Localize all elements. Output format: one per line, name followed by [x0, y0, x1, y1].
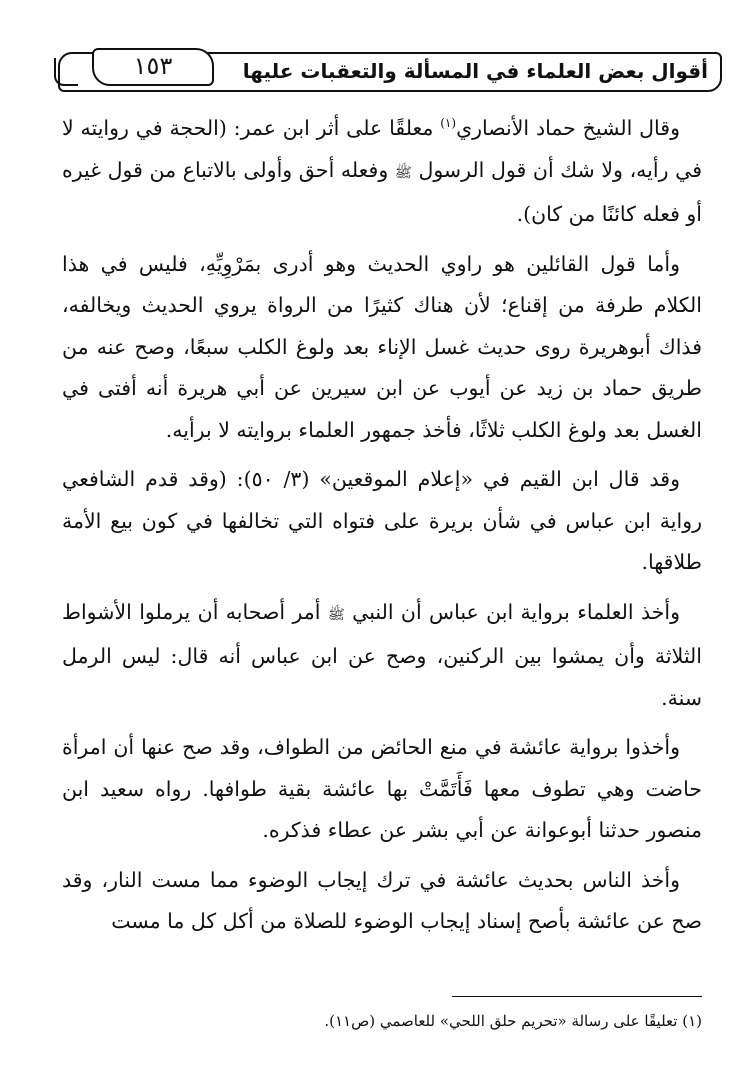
header-title: أقوال بعض العلماء في المسألة والتعقبات عليها — [242, 59, 708, 83]
paragraph-1 — [62, 108, 702, 236]
header-ornament — [54, 58, 78, 86]
paragraph-5: وأخذوا برواية عائشة في منع الحائض من الطواف، وقد صح عنها أن امرأة حاضت وهي تطوف معها فَأَتَمَّتْ بها عائشة بقية طوافها. رواه سعيد ابن منصور حدثنا أبوعوانة عن أبي بشر عن عطاء فذكره. — [62, 735, 702, 842]
page-number-frame — [92, 48, 214, 86]
paragraph-2: وأما قول القائلين هو راوي الحديث وهو أدرى بمَرْوِيِّهِ، فليس في هذا الكلام طرفة من إقناع؛ لأن هناك كثيرًا من الرواة يروي الحديث ويخالفه، فذاك أبوهريرة روى حديث غسل الإناء بعد ولوغ الكلب سبعًا، وصح عنه من طريق حماد بن زيد عن أيوب عن ابن سيرين عن أبي هريرة أنه أفتى في الغسل بعد ولوغ الكلب ثلاثًا، فأخذ جمهور العلماء بروايته لا برأيه. — [62, 251, 702, 442]
page-number: ١٥٣ — [133, 52, 173, 80]
page-header — [58, 52, 722, 92]
salla-symbol: ﷺ — [327, 606, 345, 623]
paragraph-4-text-a: وأخذ العلماء برواية ابن عباس أن النبي — [344, 599, 680, 624]
paragraph-4-text-b: أمر أصحابه أن يرملوا الأشواط الثلاثة وأن يمشوا بين الركنين، وصح عن ابن عباس أنه قال: ليس الرمل سنة. — [62, 599, 702, 710]
paragraph-3: وقد قال ابن القيم في «إعلام الموقعين» (٣/ ٥٠): (وقد قدم الشافعي رواية ابن عباس في شأن بريرة على فتواه التي تخالفها في كون بيع الأمة طلاقها. — [62, 467, 702, 574]
paragraph-1-text-c: وفعله أحق وأولى بالاتباع من قول غيره أو فعله كائنًا من كان). — [62, 157, 702, 226]
footnote-divider — [452, 996, 702, 997]
salla-symbol: ﷺ — [394, 164, 412, 181]
paragraph-1-text-a: وقال الشيخ حماد الأنصاري — [456, 116, 681, 140]
footnote-reference: (١) — [440, 116, 457, 131]
footnote: (١) تعليقًا على رسالة «تحريم حلق اللحي» للعاصمي (ص١١). — [324, 1012, 702, 1030]
paragraph-1-text-b: معلقًا على أثر ابن عمر: (الحجة في روايته لا في رأيه، ولا شك أن قول الرسول — [62, 116, 702, 182]
paragraph-4 — [62, 592, 702, 720]
paragraph-6: وأخذ الناس بحديث عائشة في ترك إيجاب الوضوء مما مست النار، وقد صح عن عائشة بأصح إسناد إيجاب الوضوء للصلاة من أكل كل ما مست — [62, 867, 702, 933]
body-text — [62, 108, 702, 951]
